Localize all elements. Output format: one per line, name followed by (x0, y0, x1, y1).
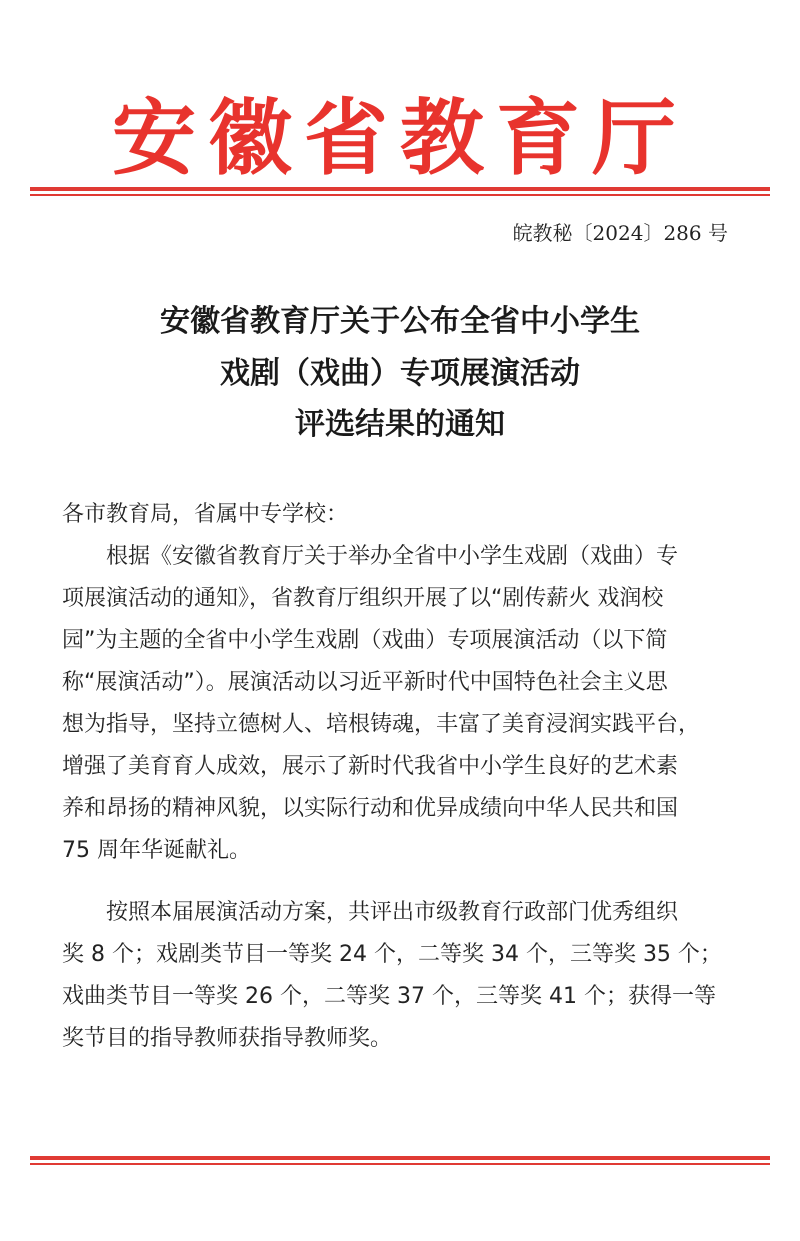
document-number: 皖教秘〔2024〕286 号 (512, 221, 728, 245)
document-title-line-2: 戏剧（戏曲）专项展演活动 (220, 356, 580, 391)
red-rule-thin (30, 194, 770, 196)
paragraph-line: 增强了美育育人成效，展示了新时代我省中小学生良好的艺术素 (62, 754, 679, 779)
paragraph-line: 奖 8 个；戏剧类节目一等奖 24 个，二等奖 34 个，三等奖 35 个； (62, 942, 722, 967)
paragraph-line: 戏曲类节目一等奖 26 个，二等奖 37 个，三等奖 41 个；获得一等 (62, 984, 716, 1009)
salutation: 各市教育局，省属中专学校： (62, 502, 349, 527)
paragraph-1 (62, 536, 742, 872)
paragraph-line: 想为指导，坚持立德树人、培根铸魂，丰富了美育浸润实践平台， (62, 712, 701, 737)
paragraph-line: 养和昂扬的精神风貌，以实际行动和优异成绩向中华人民共和国 (62, 796, 679, 821)
paragraph-line: 按照本届展演活动方案，共评出市级教育行政部门优秀组织 (62, 900, 679, 925)
red-rule-thick (30, 1156, 770, 1160)
red-rule-thick (30, 187, 770, 191)
paragraph-2 (62, 892, 742, 1060)
red-rule-thin (30, 1163, 770, 1165)
paragraph-line: 称“展演活动”）。展演活动以习近平新时代中国特色社会主义思 (62, 670, 668, 695)
paragraph-line: 园”为主题的全省中小学生戏剧（戏曲）专项展演活动（以下简 (62, 628, 668, 653)
document-title-line-3: 评选结果的通知 (295, 407, 505, 442)
paragraph-line: 根据《安徽省教育厅关于举办全省中小学生戏剧（戏曲）专 (62, 544, 679, 569)
footer-red-rule (30, 1156, 770, 1165)
paragraph-line: 奖节目的指导教师获指导教师奖。 (62, 1026, 393, 1051)
paragraph-line: 项展演活动的通知》，省教育厅组织开展了以“剧传薪火 戏润校 (62, 586, 664, 611)
paragraph-line: 75 周年华诞献礼。 (62, 838, 251, 863)
document-title-line-1: 安徽省教育厅关于公布全省中小学生 (160, 304, 640, 339)
letterhead-org-name: 安徽省教育厅 (111, 89, 688, 187)
letterhead-red-rule (30, 187, 770, 196)
